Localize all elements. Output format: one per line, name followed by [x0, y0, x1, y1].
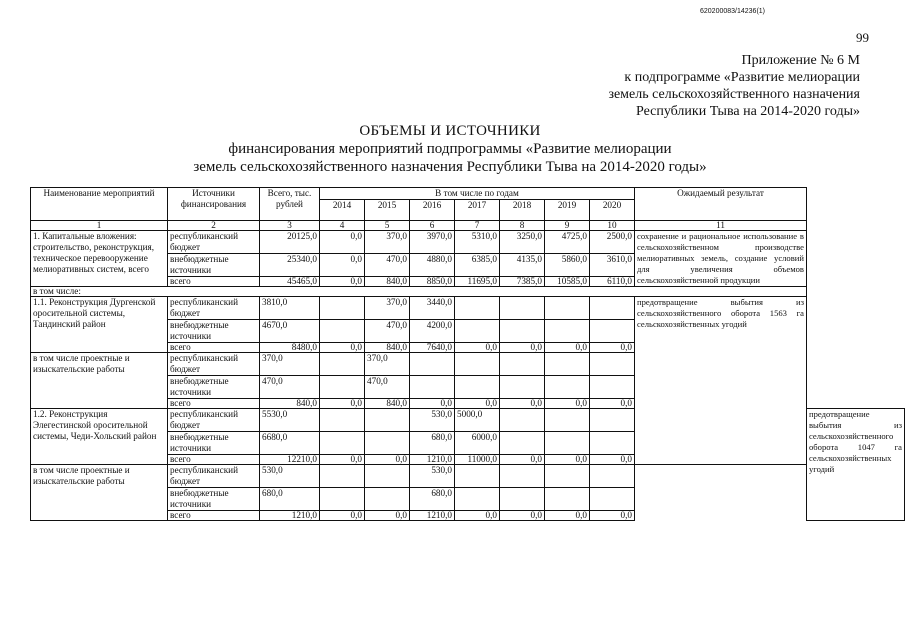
year-cell: 4135,0	[500, 254, 545, 277]
header-year: 2017	[455, 200, 500, 221]
year-cell	[545, 432, 590, 455]
source-cell: республиканский бюджет	[168, 353, 260, 376]
source-cell: внебюджетные источники	[168, 320, 260, 343]
year-cell: 0,0	[455, 343, 500, 353]
year-cell	[455, 376, 500, 399]
document-id: 620200083/14236(1)	[700, 8, 766, 15]
total-cell: 840,0	[260, 399, 320, 409]
source-cell: всего	[168, 511, 260, 521]
year-cell	[590, 353, 635, 376]
year-cell: 840,0	[365, 399, 410, 409]
total-cell: 680,0	[260, 488, 320, 511]
year-cell: 0,0	[500, 399, 545, 409]
year-cell: 0,0	[500, 455, 545, 465]
year-cell: 0,0	[545, 399, 590, 409]
col-number: 8	[500, 221, 545, 231]
year-cell	[500, 376, 545, 399]
in-that-label: в том числе:	[31, 287, 807, 297]
year-cell: 6385,0	[455, 254, 500, 277]
year-cell	[410, 353, 455, 376]
year-cell: 470,0	[365, 254, 410, 277]
title-main: ОБЪЕМЫ И ИСТОЧНИКИ	[359, 123, 541, 139]
year-cell: 680,0	[410, 488, 455, 511]
year-cell: 0,0	[455, 399, 500, 409]
table-row	[31, 297, 905, 320]
measure-name: 1. Капитальные вложения: строительство, реконструкция, техническое перевооружение мелиоративных систем, всего	[31, 231, 168, 287]
measure-name: 1.2. Реконструкция Элегестинской оросительной системы, Чеди-Хольский район	[31, 409, 168, 465]
year-cell: 3440,0	[410, 297, 455, 320]
year-cell: 0,0	[320, 511, 365, 521]
year-cell: 0,0	[320, 277, 365, 287]
source-cell: всего	[168, 399, 260, 409]
col-number: 9	[545, 221, 590, 231]
year-cell	[590, 432, 635, 455]
header-name: Наименование мероприятий	[31, 188, 168, 221]
year-cell	[545, 409, 590, 432]
year-cell	[365, 465, 410, 488]
year-cell	[455, 488, 500, 511]
year-cell: 0,0	[320, 343, 365, 353]
year-cell	[590, 465, 635, 488]
year-cell: 0,0	[545, 343, 590, 353]
header-result: Ожидаемый результат	[635, 188, 807, 221]
table-row	[31, 231, 905, 254]
year-cell: 370,0	[365, 297, 410, 320]
year-cell: 11000,0	[455, 455, 500, 465]
col-number: 2	[168, 221, 260, 231]
source-cell: республиканский бюджет	[168, 231, 260, 254]
total-cell: 4670,0	[260, 320, 320, 343]
year-cell	[500, 297, 545, 320]
year-cell: 0,0	[365, 511, 410, 521]
year-cell: 470,0	[365, 320, 410, 343]
source-cell: внебюджетные источники	[168, 488, 260, 511]
year-cell	[590, 488, 635, 511]
header-year: 2019	[545, 200, 590, 221]
year-cell: 8850,0	[410, 277, 455, 287]
total-cell: 1210,0	[260, 511, 320, 521]
col-number: 11	[635, 221, 807, 231]
total-cell: 5530,0	[260, 409, 320, 432]
year-cell: 530,0	[410, 465, 455, 488]
total-cell: 25340,0	[260, 254, 320, 277]
header-by-year: В том числе по годам	[320, 188, 635, 200]
year-cell: 530,0	[410, 409, 455, 432]
total-cell: 8480,0	[260, 343, 320, 353]
year-cell: 5310,0	[455, 231, 500, 254]
year-cell: 11695,0	[455, 277, 500, 287]
year-cell: 0,0	[410, 399, 455, 409]
table-row	[31, 465, 905, 488]
year-cell	[545, 376, 590, 399]
total-cell: 12210,0	[260, 455, 320, 465]
year-cell: 5860,0	[545, 254, 590, 277]
col-number: 1	[31, 221, 168, 231]
expected-result: предотвращение выбытия из сельскохозяйственного оборота 1563 га сельскохозяйственных угодий	[635, 297, 807, 465]
year-cell: 3970,0	[410, 231, 455, 254]
year-cell	[455, 353, 500, 376]
year-cell: 1210,0	[410, 511, 455, 521]
source-cell: всего	[168, 343, 260, 353]
document-title	[150, 122, 750, 176]
year-cell	[500, 432, 545, 455]
header-year: 2018	[500, 200, 545, 221]
col-number: 10	[590, 221, 635, 231]
total-cell: 530,0	[260, 465, 320, 488]
source-cell: республиканский бюджет	[168, 297, 260, 320]
year-cell: 0,0	[590, 511, 635, 521]
appendix-line-4: Республики Тыва на 2014-2020 годы»	[635, 104, 860, 119]
year-cell	[365, 409, 410, 432]
year-cell: 2500,0	[590, 231, 635, 254]
year-cell: 6110,0	[590, 277, 635, 287]
year-cell: 470,0	[365, 376, 410, 399]
year-cell	[500, 488, 545, 511]
total-cell: 3810,0	[260, 297, 320, 320]
year-cell: 3610,0	[590, 254, 635, 277]
year-cell: 3250,0	[500, 231, 545, 254]
year-cell: 1210,0	[410, 455, 455, 465]
col-number: 3	[260, 221, 320, 231]
col-number: 7	[455, 221, 500, 231]
year-cell: 0,0	[455, 511, 500, 521]
expected-result: сохранение и рациональное использование в сельскохозяйственном производстве мелиоративных земель, создание условий для увеличения объемов сельскохозяйственной продукции	[635, 231, 807, 287]
year-cell	[365, 432, 410, 455]
year-cell: 6000,0	[455, 432, 500, 455]
year-cell	[545, 488, 590, 511]
source-cell: внебюджетные источники	[168, 432, 260, 455]
year-cell	[455, 465, 500, 488]
year-cell	[320, 409, 365, 432]
appendix-line-1: Приложение № 6 М	[741, 53, 860, 68]
source-cell: всего	[168, 277, 260, 287]
year-cell: 370,0	[365, 231, 410, 254]
total-cell: 370,0	[260, 353, 320, 376]
year-cell	[365, 488, 410, 511]
year-cell: 370,0	[365, 353, 410, 376]
source-cell: всего	[168, 455, 260, 465]
funding-table	[30, 187, 905, 521]
measure-name: в том числе проектные и изыскательские работы	[31, 353, 168, 409]
year-cell: 0,0	[320, 399, 365, 409]
year-cell	[545, 297, 590, 320]
source-cell: республиканский бюджет	[168, 409, 260, 432]
year-cell: 840,0	[365, 343, 410, 353]
total-cell: 470,0	[260, 376, 320, 399]
header-year: 2016	[410, 200, 455, 221]
table-row	[31, 287, 905, 297]
year-cell: 0,0	[500, 343, 545, 353]
year-cell	[320, 488, 365, 511]
year-cell	[320, 376, 365, 399]
total-cell: 45465,0	[260, 277, 320, 287]
total-cell: 20125,0	[260, 231, 320, 254]
year-cell: 10585,0	[545, 277, 590, 287]
year-cell	[545, 465, 590, 488]
year-cell	[590, 376, 635, 399]
year-cell	[455, 297, 500, 320]
year-cell: 4880,0	[410, 254, 455, 277]
year-cell	[500, 409, 545, 432]
year-cell: 5000,0	[455, 409, 500, 432]
year-cell	[545, 320, 590, 343]
year-cell	[320, 320, 365, 343]
year-cell	[410, 376, 455, 399]
year-cell: 0,0	[365, 455, 410, 465]
year-cell: 840,0	[365, 277, 410, 287]
title-sub-1: финансирования мероприятий подпрограммы «Развитие мелиорации	[228, 141, 672, 157]
source-cell: внебюджетные источники	[168, 376, 260, 399]
year-cell	[590, 409, 635, 432]
header-year: 2015	[365, 200, 410, 221]
header-year: 2014	[320, 200, 365, 221]
measure-name: 1.1. Реконструкция Дургенской оросительной системы, Тандинский район	[31, 297, 168, 353]
year-cell	[545, 353, 590, 376]
year-cell	[500, 465, 545, 488]
col-number: 5	[365, 221, 410, 231]
source-cell: внебюджетные источники	[168, 254, 260, 277]
header-year: 2020	[590, 200, 635, 221]
year-cell: 0,0	[545, 455, 590, 465]
col-number: 6	[410, 221, 455, 231]
total-cell: 6680,0	[260, 432, 320, 455]
col-number: 4	[320, 221, 365, 231]
year-cell: 7640,0	[410, 343, 455, 353]
appendix-header	[560, 52, 860, 120]
expected-result: предотвращение выбытия из сельскохозяйственного оборота 1047 га сельскохозяйственных угодий	[807, 409, 905, 521]
year-cell: 4200,0	[410, 320, 455, 343]
year-cell	[590, 297, 635, 320]
year-cell: 7385,0	[500, 277, 545, 287]
year-cell: 0,0	[500, 511, 545, 521]
year-cell	[500, 320, 545, 343]
year-cell: 0,0	[590, 343, 635, 353]
year-cell	[320, 297, 365, 320]
title-sub-2: земель сельскохозяйственного назначения Республики Тыва на 2014-2020 годы»	[193, 159, 707, 175]
year-cell: 0,0	[320, 455, 365, 465]
year-cell	[320, 432, 365, 455]
source-cell: республиканский бюджет	[168, 465, 260, 488]
measure-name: в том числе проектные и изыскательские работы	[31, 465, 168, 521]
header-total: Всего, тыс. рублей	[260, 188, 320, 221]
year-cell	[320, 465, 365, 488]
header-source: Источники финансирования	[168, 188, 260, 221]
year-cell	[500, 353, 545, 376]
year-cell: 680,0	[410, 432, 455, 455]
year-cell: 0,0	[590, 399, 635, 409]
year-cell	[320, 353, 365, 376]
year-cell: 0,0	[320, 254, 365, 277]
page-number: 99	[856, 30, 869, 45]
appendix-line-3: земель сельскохозяйственного назначения	[608, 87, 860, 102]
year-cell: 0,0	[590, 455, 635, 465]
year-cell	[455, 320, 500, 343]
year-cell: 0,0	[320, 231, 365, 254]
year-cell: 4725,0	[545, 231, 590, 254]
appendix-line-2: к подпрограмме «Развитие мелиорации	[624, 70, 860, 85]
year-cell: 0,0	[545, 511, 590, 521]
year-cell	[590, 320, 635, 343]
